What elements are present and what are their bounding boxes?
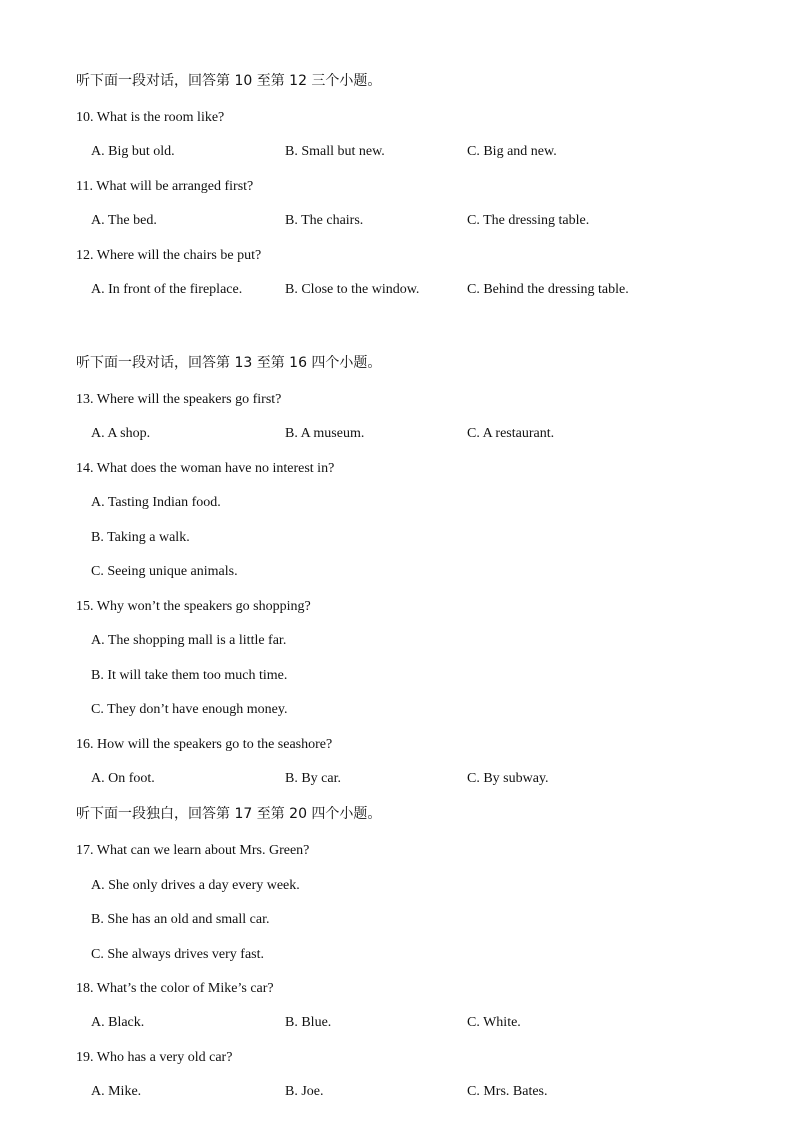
question-18: 18. What’s the color of Mike’s car? [76, 981, 274, 996]
option-16-a[interactable]: A. On foot. [91, 771, 155, 786]
option-17-a[interactable]: A. She only drives a day every week. [91, 878, 300, 893]
question-11: 11. What will be arranged first? [76, 179, 254, 194]
option-10-b[interactable]: B. Small but new. [285, 144, 385, 159]
option-10-c[interactable]: C. Big and new. [467, 144, 557, 159]
option-15-c[interactable]: C. They don’t have enough money. [91, 702, 288, 717]
option-16-b[interactable]: B. By car. [285, 771, 341, 786]
question-12: 12. Where will the chairs be put? [76, 248, 262, 263]
section-heading-17-20: 听下面一段独白，回答第 17 至第 20 四个小题。 [76, 806, 382, 822]
question-13: 13. Where will the speakers go first? [76, 392, 282, 407]
option-12-b[interactable]: B. Close to the window. [285, 282, 420, 297]
option-11-a[interactable]: A. The bed. [91, 213, 157, 228]
option-19-c[interactable]: C. Mrs. Bates. [467, 1084, 548, 1099]
option-15-a[interactable]: A. The shopping mall is a little far. [91, 633, 287, 648]
option-18-a[interactable]: A. Black. [91, 1015, 145, 1030]
section-heading-13-16: 听下面一段对话，回答第 13 至第 16 四个小题。 [76, 355, 382, 371]
option-13-c[interactable]: C. A restaurant. [467, 426, 555, 441]
option-18-b[interactable]: B. Blue. [285, 1015, 332, 1030]
option-10-a[interactable]: A. Big but old. [91, 144, 175, 159]
option-17-b[interactable]: B. She has an old and small car. [91, 912, 270, 927]
option-14-c[interactable]: C. Seeing unique animals. [91, 564, 238, 579]
option-11-c[interactable]: C. The dressing table. [467, 213, 590, 228]
question-16: 16. How will the speakers go to the seashore? [76, 737, 333, 752]
option-13-b[interactable]: B. A museum. [285, 426, 365, 441]
question-10: 10. What is the room like? [76, 110, 225, 125]
option-16-c[interactable]: C. By subway. [467, 771, 549, 786]
option-14-b[interactable]: B. Taking a walk. [91, 530, 190, 545]
option-15-b[interactable]: B. It will take them too much time. [91, 668, 288, 683]
option-14-a[interactable]: A. Tasting Indian food. [91, 495, 221, 510]
question-15: 15. Why won’t the speakers go shopping? [76, 599, 311, 614]
question-14: 14. What does the woman have no interest in? [76, 461, 335, 476]
option-19-a[interactable]: A. Mike. [91, 1084, 142, 1099]
section-heading-10-12: 听下面一段对话，回答第 10 至第 12 三个小题。 [76, 73, 382, 89]
option-17-c[interactable]: C. She always drives very fast. [91, 947, 265, 962]
option-19-b[interactable]: B. Joe. [285, 1084, 324, 1099]
option-13-a[interactable]: A. A shop. [91, 426, 151, 441]
option-12-c[interactable]: C. Behind the dressing table. [467, 282, 629, 297]
option-18-c[interactable]: C. White. [467, 1015, 521, 1030]
question-19: 19. Who has a very old car? [76, 1050, 233, 1065]
option-12-a[interactable]: A. In front of the fireplace. [91, 282, 243, 297]
option-11-b[interactable]: B. The chairs. [285, 213, 364, 228]
question-17: 17. What can we learn about Mrs. Green? [76, 843, 310, 858]
